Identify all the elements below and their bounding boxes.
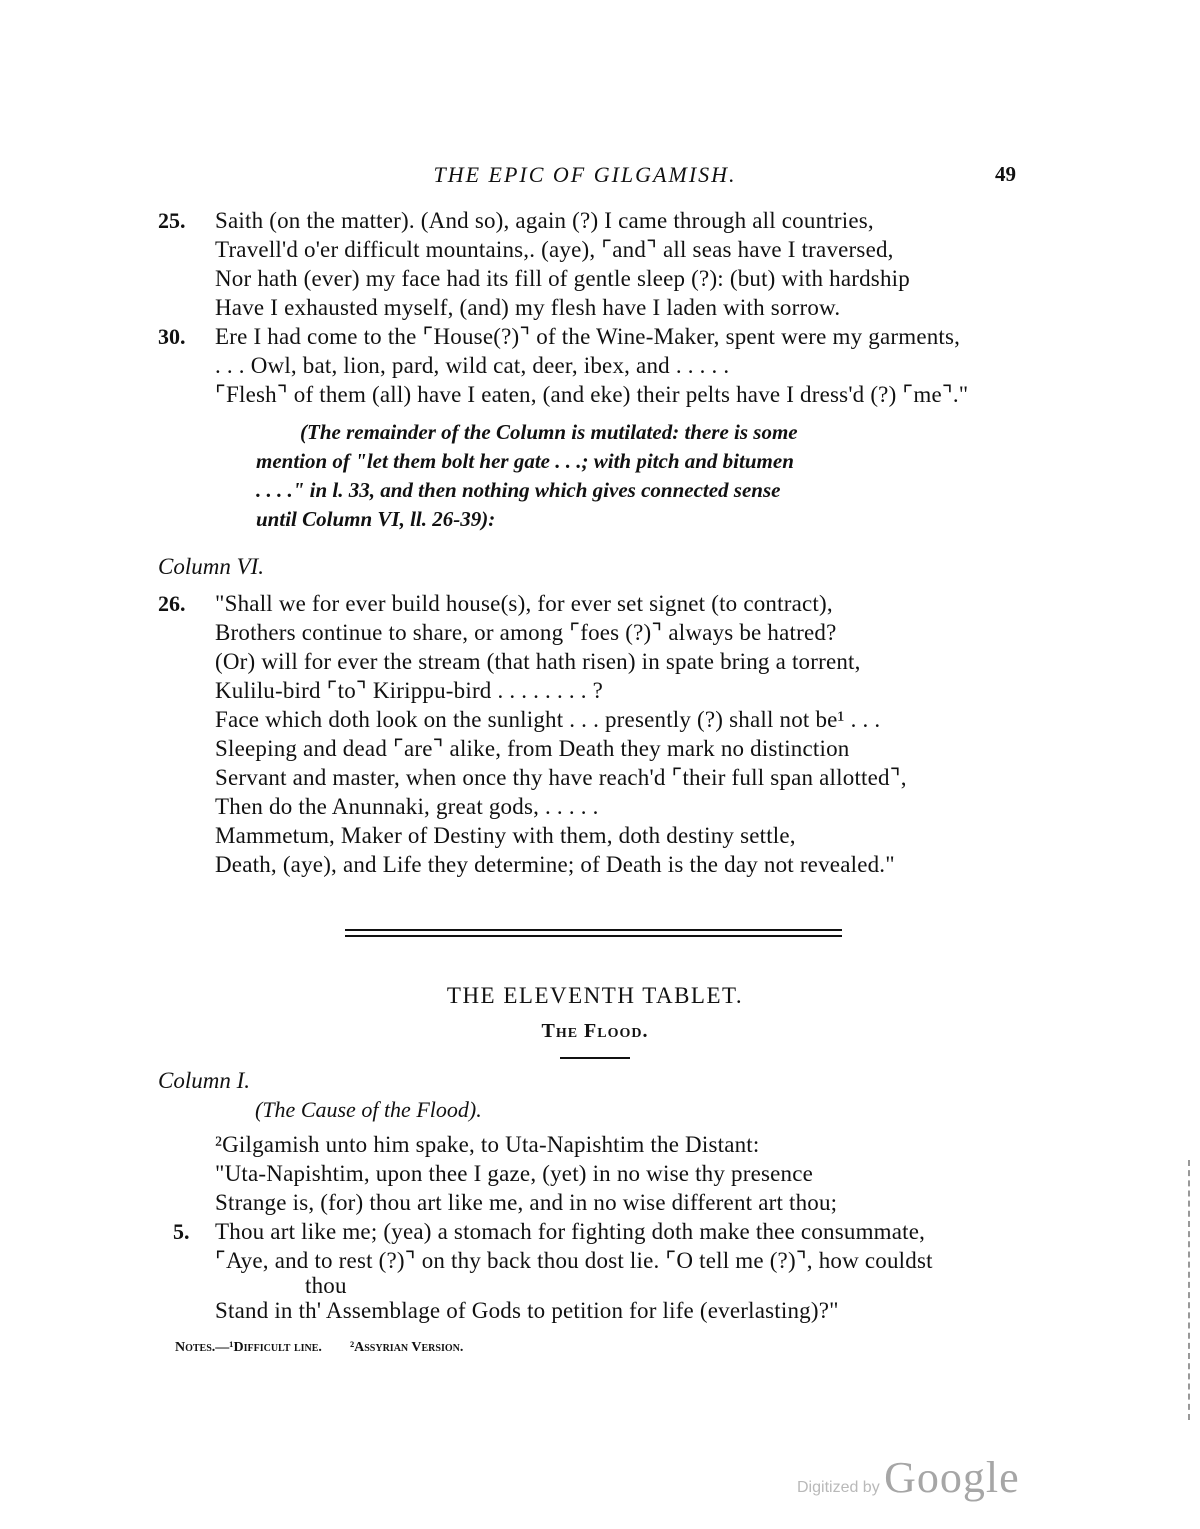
google-logo: Google: [884, 1453, 1020, 1502]
verse-line: "Uta-Napishtim, upon thee I gaze, (yet) in no wise thy presence: [215, 1161, 814, 1186]
verse-line: (Or) will for ever the stream (that hath risen) in spate bring a torrent,: [215, 649, 861, 674]
verse-line-runover: thou: [305, 1273, 347, 1298]
editorial-note-line: until Column VI, ll. 26-39):: [256, 507, 496, 531]
verse-line: Sleeping and dead ⌜are⌝ alike, from Death they mark no distinction: [215, 736, 850, 761]
tablet-title: THE ELEVENTH TABLET.: [446, 983, 744, 1008]
scan-edge-mark: [1188, 1160, 1194, 1420]
verse-line: Servant and master, when once thy have reach'd ⌜their full span allotted⌝,: [215, 765, 907, 790]
verse-line: Ere I had come to the ⌜House(?)⌝ of the Wine-Maker, spent were my garments,: [215, 324, 961, 349]
verse-line: Face which doth look on the sunlight . . . presently (?) shall not be¹ . . .: [215, 707, 881, 732]
verse-line: Have I exhausted myself, (and) my flesh have I laden with sorrow.: [215, 295, 841, 320]
page-number: 49: [995, 162, 1016, 186]
verse-line: ⌜Aye, and to rest (?)⌝ on thy back thou dost lie. ⌜O tell me (?)⌝, how couldst: [215, 1248, 933, 1273]
line-number-5: 5.: [173, 1219, 190, 1244]
verse-line: "Shall we for ever build house(s), for ever set signet (to contract),: [215, 591, 833, 616]
verse-line: Mammetum, Maker of Destiny with them, doth destiny settle,: [215, 823, 796, 848]
digitized-watermark: [797, 1452, 1020, 1503]
verse-line: Strange is, (for) thou art like me, and in no wise different art thou;: [215, 1190, 838, 1215]
verse-line: Nor hath (ever) my face had its fill of gentle sleep (?): (but) with hardship: [215, 266, 910, 291]
footnotes-label: Notes.—: [175, 1340, 230, 1355]
verse-line: Stand in th' Assemblage of Gods to petition for life (everlasting)?": [215, 1298, 839, 1323]
section-heading: (The Cause of the Flood).: [255, 1097, 482, 1122]
section-divider-top: [345, 929, 842, 931]
running-head-title: THE EPIC OF GILGAMISH.: [433, 162, 737, 187]
verse-line: ⌜Flesh⌝ of them (all) have I eaten, (and eke) their pelts have I dress'd (?) ⌜me⌝.": [215, 382, 969, 407]
line-number-25: 25.: [158, 208, 186, 233]
verse-line: Thou art like me; (yea) a stomach for fighting doth make thee consummate,: [215, 1219, 926, 1244]
verse-line: Saith (on the matter). (And so), again (?) I came through all countries,: [215, 208, 874, 233]
verse-line: Then do the Anunnaki, great gods, . . . . .: [215, 794, 599, 819]
editorial-note-line: mention of "let them bolt her gate . . .; with pitch and bitumen: [256, 449, 794, 473]
subtitle-rule: [560, 1057, 630, 1059]
watermark-prefix: Digitized by: [797, 1479, 880, 1496]
verse-line: Death, (aye), and Life they determine; of Death is the day not revealed.": [215, 852, 895, 877]
line-number-30: 30.: [158, 324, 186, 349]
editorial-note-line: . . . ." in l. 33, and then nothing which gives connected sense: [256, 478, 781, 502]
verse-line: . . . Owl, bat, lion, pard, wild cat, deer, ibex, and . . . . .: [215, 353, 730, 378]
verse-line: ²Gilgamish unto him spake, to Uta-Napishtim the Distant:: [215, 1132, 760, 1157]
footnotes: [175, 1340, 491, 1356]
editorial-note-line: (The remainder of the Column is mutilated: there is some: [300, 420, 798, 444]
section-divider-bottom: [345, 935, 842, 937]
tablet-subtitle: The Flood.: [541, 1020, 649, 1042]
line-number-26: 26.: [158, 591, 186, 616]
column-heading: Column I.: [158, 1068, 250, 1093]
column-heading: Column VI.: [158, 554, 265, 579]
footnote-1: ¹Difficult line.: [229, 1340, 322, 1355]
verse-line: Brothers continue to share, or among ⌜foes (?)⌝ always be hatred?: [215, 620, 837, 645]
footnote-2: ²Assyrian Version.: [349, 1340, 464, 1355]
verse-line: Kulilu-bird ⌜to⌝ Kirippu-bird . . . . . . . . ?: [215, 678, 604, 703]
verse-line: Travell'd o'er difficult mountains,. (aye), ⌜and⌝ all seas have I traversed,: [215, 237, 894, 262]
